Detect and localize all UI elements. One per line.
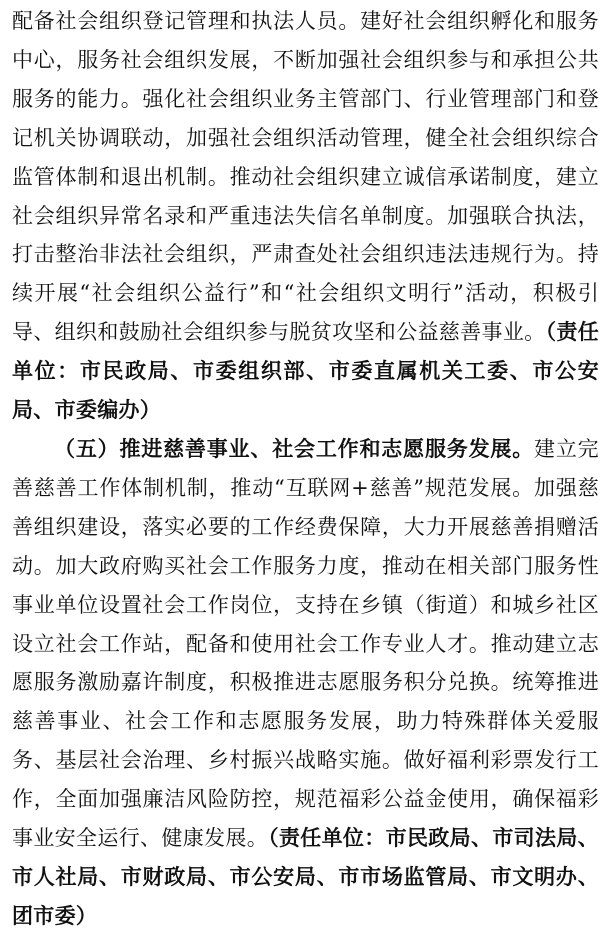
- section-heading: （五）推进慈善事业、社会工作和志愿服务发展。: [54, 435, 535, 461]
- paragraph-body: 建立完善慈善工作体制机制，推动“互联网+慈善”规范发展。加强慈善组织建设，落实必要的工作经费保障，大力开展慈善捐赠活动。加大政府购买社会工作服务力度，推动在相关部门服务性事业单位设置社会工作岗位，支持在乡镇（街道）和城乡社区设立社会工作站，配备和使用社会工作专业人才。推动建立志愿服务激励嘉许制度，积极推进志愿服务积分兑换。统筹推进慈善事业、社会工作和志愿服务发展，助力特殊群体关爱服务、基层社会治理、乡村振兴战略实施。做好福利彩票发行工作，全面加强廉洁风险防控，规范福彩公益金使用，确保福彩事业安全运行、健康发展。: [12, 436, 599, 851]
- paragraph-social-organization: [12, 2, 599, 430]
- responsibility-units: （责任单位：市民政局、市委组织部、市委直属机关工委、市公安局、市委编办）: [12, 319, 599, 423]
- paragraph-charity: [12, 430, 599, 936]
- responsibility-units: （责任单位：市民政局、市司法局、市人社局、市财政局、市公安局、市市场监管局、市文明办、团市委）: [12, 825, 599, 928]
- paragraph-body: 配备社会组织登记管理和执法人员。建好社会组织孵化和服务中心，服务社会组织发展，不断加强社会组织参与和承担公共服务的能力。强化社会组织业务主管部门、行业管理部门和登记机关协调联动，加强社会组织活动管理，健全社会组织综合监管体制和退出机制。推动社会组织建立诚信承诺制度，建立社会组织异常名录和严重违法失信名单制度。加强联合执法，打击整治非法社会组织，严肃查处社会组织违法违规行为。持续开展“社会组织公益行”和“社会组织文明行”活动，积极引导、组织和鼓励社会组织参与脱贫攻坚和公益慈善事业。: [12, 9, 599, 345]
